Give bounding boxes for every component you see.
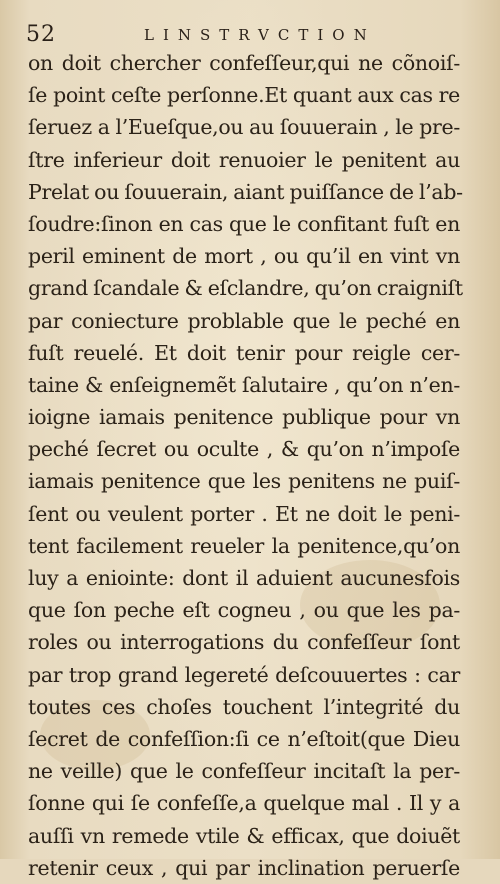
text-line: luy a eniointe: dont il aduient aucunesfois [28,566,460,590]
text-line: auſſi vn remede vtile & efficax, que doiuẽt [28,823,460,848]
text-line: ſecret de confeſſion:ſi ce n’eſtoit(que Dieu [28,726,460,751]
text-line: fuſt reuelé. Et doit tenir pour reigle cer- [28,340,460,365]
text-line: par trop grand legereté deſcouuertes : car [28,662,460,687]
text-line: roles ou interrogations du confeſſeur ſont [28,630,460,655]
text-line: ioigne iamais penitence publique pour vn [28,405,460,430]
text-line: retenir ceux , qui par inclination peruerſe [28,855,460,880]
text-line: grand ſcandale & eſclandre, qu’on craigniſt [28,276,463,301]
text-line: toutes ces choſes touchent l’integrité du [28,694,460,719]
text-line: taine & enſeignemẽt ſalutaire , qu’on n’en- [28,372,460,397]
page-number: 52 [26,22,56,47]
page-header [26,22,466,50]
text-line: iamais penitence que les penitens ne puiſ- [28,469,460,494]
body-text [28,47,463,884]
text-line: Prelat ou ſouuerain, aiant puiſſance de l’ab- [28,179,463,204]
text-line: tent facilement reueler la penitence,qu’on [28,533,460,558]
text-line: peché ſecret ou oculte , & qu’on n’impoſe [28,437,460,462]
text-line: ne veille) que le confeſſeur incitaſt la per- [28,759,460,784]
running-head: LINSTRVCTION [144,26,376,44]
text-line: ſoudre:ſinon en cas que le confitant fuſt en [28,211,460,236]
text-line: ſent ou veulent porter . Et ne doit le peni- [28,501,460,526]
text-line: ſeruez a l’Eueſque,ou au ſouuerain , le pre- [28,115,460,140]
text-line: ſonne qui ſe confeſſe,a quelque mal . Il y a [28,791,460,816]
text-line: peril eminent de mort , ou qu’il en vint vn [28,244,460,269]
text-line: on doit chercher confeſſeur,qui ne cõnoiſ- [28,51,460,75]
text-line: que ſon peche eſt cogneu , ou que les pa- [28,598,460,623]
text-line: par coniecture problable que le peché en [28,308,460,333]
text-line: ſe point ceſte perſonne.Et quant aux cas re [28,83,460,108]
text-line: ſtre inferieur doit renuoier le penitent au [28,147,460,172]
